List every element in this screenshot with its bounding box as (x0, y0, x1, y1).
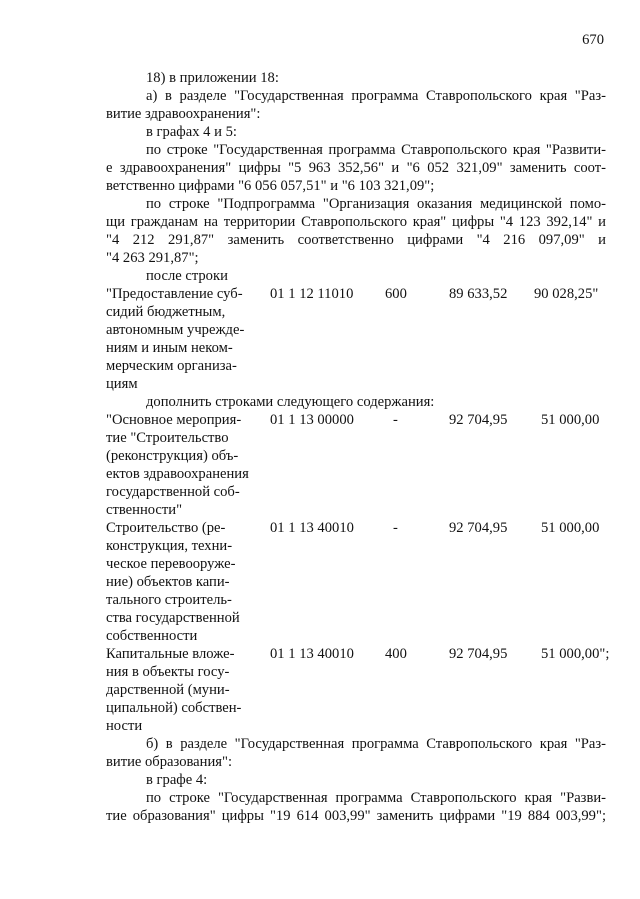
row-expense-type: 400 (385, 646, 407, 662)
add-rows-label: дополнить строками следующего содержания: (146, 394, 435, 410)
row-value-2: 90 028,25" (534, 286, 599, 302)
paragraph-2-line-4: "4 263 291,87"; (106, 250, 199, 266)
row-name-line: Строительство (ре- (106, 520, 226, 536)
row-value-2: 51 000,00 (541, 520, 600, 536)
section-b-line-1: б) в разделе "Государственная программа Ставропольского края "Раз- (146, 736, 606, 752)
row-name-line: ние) объектов капи- (106, 574, 230, 590)
paragraph-2-line-2: щи гражданам на территории Ставропольского края" цифры "4 123 392,14" и (106, 214, 606, 230)
row-name-line: ектов здравоохранения (106, 466, 249, 482)
paragraph-2-line-3: "4 212 291,87" заменить соответственно цифрами "4 216 097,09" и (106, 232, 606, 248)
row-name-line: тального строитель- (106, 592, 232, 608)
row-name-line: мерческим организа- (106, 358, 237, 374)
row-name-line: государственной соб- (106, 484, 240, 500)
row-code: 01 1 13 40010 (270, 520, 354, 536)
columns-4-5-label: в графах 4 и 5: (146, 124, 237, 140)
row-name-line: ства государственной (106, 610, 240, 626)
row-name-line: дарственной (муни- (106, 682, 230, 698)
row-name-line: (реконструкция) объ- (106, 448, 239, 464)
row-name-line: ности (106, 718, 143, 734)
page-number: 670 (582, 32, 604, 48)
row-name-line: собственности (106, 628, 198, 644)
row-name-line: ципальной) собствен- (106, 700, 242, 716)
row-name-line: Капитальные вложе- (106, 646, 235, 662)
row-name-line: конструкция, техни- (106, 538, 233, 554)
row-code: 01 1 12 11010 (270, 286, 354, 302)
row-value-1: 89 633,52 (449, 286, 508, 302)
row-name-line: "Предоставление суб- (106, 286, 243, 302)
row-value-2: 51 000,00"; (541, 646, 610, 662)
row-name-line: ственности" (106, 502, 183, 518)
row-name-line: ниям и иным неком- (106, 340, 233, 356)
paragraph-1-line-3: ветственно цифрами "6 056 057,51" и "6 103 321,09"; (106, 178, 435, 194)
after-row-label: после строки (146, 268, 228, 284)
paragraph-3-line-1: по строке "Государственная программа Ставропольского края "Разви- (146, 790, 606, 806)
row-value-1: 92 704,95 (449, 646, 508, 662)
row-expense-type: 600 (385, 286, 407, 302)
paragraph-2-line-1: по строке "Подпрограмма "Организация оказания медицинской помо- (146, 196, 606, 212)
column-4-label: в графе 4: (146, 772, 208, 788)
item-18-heading: 18) в приложении 18: (146, 70, 279, 86)
row-code: 01 1 13 00000 (270, 412, 354, 428)
row-name-line: ческое перевооруже- (106, 556, 236, 572)
row-name-line: "Основное мероприя- (106, 412, 242, 428)
row-name-line: автономным учрежде- (106, 322, 245, 338)
row-value-1: 92 704,95 (449, 412, 508, 428)
section-b-line-2: витие образования": (106, 754, 233, 770)
row-value-1: 92 704,95 (449, 520, 508, 536)
row-value-2: 51 000,00 (541, 412, 600, 428)
paragraph-1-line-2: е здравоохранения" цифры "5 963 352,56" и "6 052 321,09" заменить соот- (106, 160, 606, 176)
paragraph-3-line-2: тие образования" цифры "19 614 003,99" заменить цифрами "19 884 003,99"; (106, 808, 606, 824)
paragraph-1-line-1: по строке "Государственная программа Ставропольского края "Развити- (146, 142, 606, 158)
row-code: 01 1 13 40010 (270, 646, 354, 662)
section-a-line-1: а) в разделе "Государственная программа Ставропольского края "Раз- (146, 88, 606, 104)
row-name-line: сидий бюджетным, (106, 304, 226, 320)
row-expense-type: - (393, 520, 398, 536)
row-name-line: циям (106, 376, 138, 392)
row-name-line: тие "Строительство (106, 430, 229, 446)
section-a-line-2: витие здравоохранения": (106, 106, 261, 122)
row-name-line: ния в объекты госу- (106, 664, 230, 680)
row-expense-type: - (393, 412, 398, 428)
